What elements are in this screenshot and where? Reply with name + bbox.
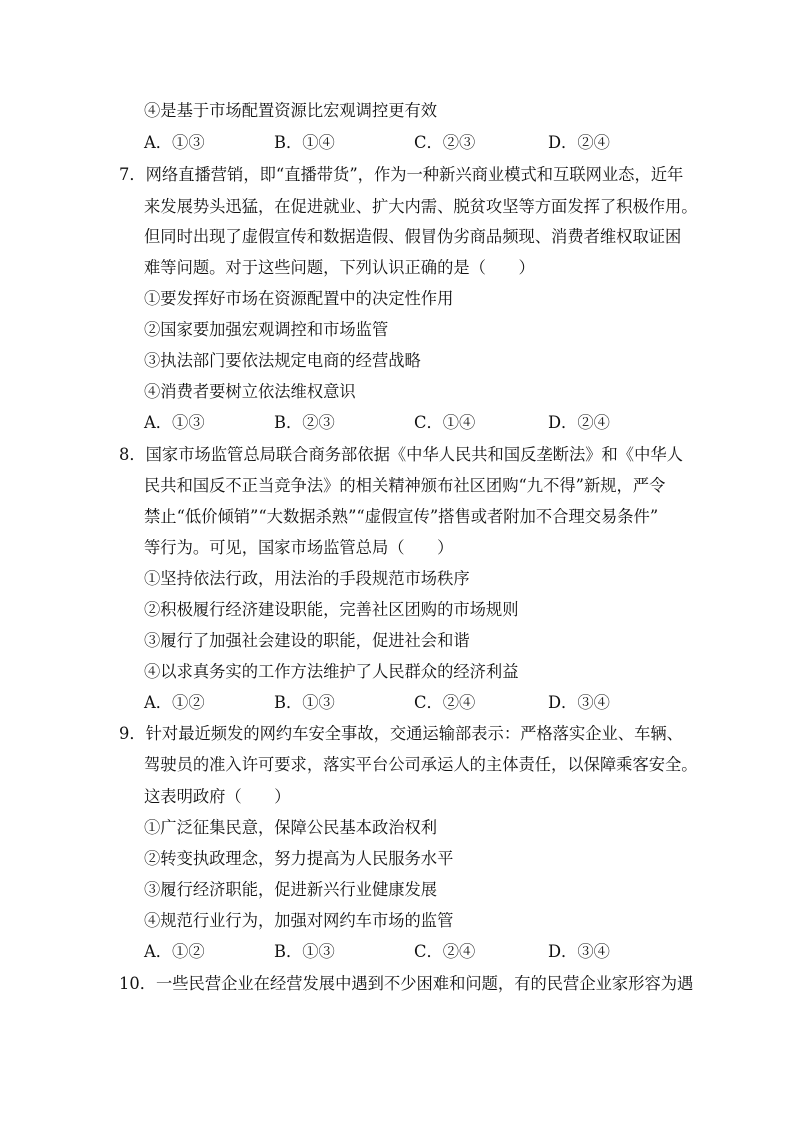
q7-option-c: C．①④ [414, 413, 476, 432]
q9-option-d: D．③④ [548, 942, 610, 961]
q7-option-a: A．①③ [144, 413, 205, 432]
q8-item-2: ②积极履行经济建设职能，完善社区团购的市场规则 [144, 600, 519, 619]
q7-stem-line-3: 但同时出现了虚假宣传和数据造假、假冒伪劣商品频现、消费者维权取证困 [144, 227, 682, 246]
q7-item-1: ①要发挥好市场在资源配置中的决定性作用 [144, 289, 454, 308]
q8-item-4: ④以求真务实的工作方法维护了人民群众的经济利益 [144, 662, 519, 681]
q9-item-4: ④规范行业行为，加强对网约车市场的监管 [144, 911, 454, 930]
q7-stem-line-4: 难等问题。对于这些问题，下列认识正确的是（ ） [144, 258, 535, 277]
q6-option-a: A．①③ [144, 133, 205, 152]
q7-stem-line-2: 来发展势头迅猛，在促进就业、扩大内需、脱贫攻坚等方面发挥了积极作用。 [144, 197, 698, 216]
q9-item-2: ②转变执政理念，努力提高为人民服务水平 [144, 849, 454, 868]
q7-item-3: ③执法部门要依法规定电商的经营战略 [144, 351, 421, 370]
q8-stem-line-1: 8．国家市场监管总局联合商务部依据《中华人民共和国反垄断法》和《中华人 [119, 445, 683, 464]
q8-option-a: A．①② [144, 693, 205, 712]
q7-item-4: ④消费者要树立依法维权意识 [144, 382, 356, 401]
q9-item-1: ①广泛征集民意，保障公民基本政治权利 [144, 818, 438, 837]
q9-option-c: C．②④ [414, 942, 476, 961]
q8-option-d: D．③④ [548, 693, 610, 712]
q6-option-d: D．②④ [548, 133, 610, 152]
q8-option-b: B．①③ [274, 693, 335, 712]
q7-option-b: B．②③ [274, 413, 335, 432]
q8-stem-line-4: 等行为。可见，国家市场监管总局（ ） [144, 538, 454, 557]
q7-stem-line-1: 7．网络直播营销，即“直播带货”，作为一种新兴商业模式和互联网业态，近年 [119, 165, 684, 184]
q8-item-1: ①坚持依法行政，用法治的手段规范市场秩序 [144, 569, 470, 588]
q6-option-c: C．②③ [414, 133, 476, 152]
q9-option-a: A．①② [144, 942, 205, 961]
q6-item-4: ④是基于市场配置资源比宏观调控更有效 [144, 101, 438, 120]
q10-stem-line-1: 10．一些民营企业在经营发展中遇到不少困难和问题，有的民营企业家形容为遇 [119, 974, 694, 993]
q7-item-2: ②国家要加强宏观调控和市场监管 [144, 320, 389, 339]
q8-item-3: ③履行了加强社会建设的职能，促进社会和谐 [144, 631, 470, 650]
q7-option-d: D．②④ [548, 413, 610, 432]
q8-stem-line-3: 禁止“低价倾销”“大数据杀熟”“虚假宣传”搭售或者附加不合理交易条件” [144, 507, 659, 526]
q9-stem-line-1: 9．针对最近频发的网约车安全事故，交通运输部表示：严格落实企业、车辆、 [119, 724, 683, 743]
q9-option-b: B．①③ [274, 942, 335, 961]
q9-stem-line-2: 驾驶员的准入许可要求，落实平台公司承运人的主体责任，以保障乘客安全。 [144, 755, 698, 774]
q9-item-3: ③履行经济职能，促进新兴行业健康发展 [144, 880, 438, 899]
q8-stem-line-2: 民共和国反不正当竞争法》的相关精神颁布社区团购“九不得”新规，严令 [144, 476, 666, 495]
q6-option-b: B．①④ [274, 133, 335, 152]
q8-option-c: C．②④ [414, 693, 476, 712]
q9-stem-line-3: 这表明政府（ ） [144, 787, 291, 806]
